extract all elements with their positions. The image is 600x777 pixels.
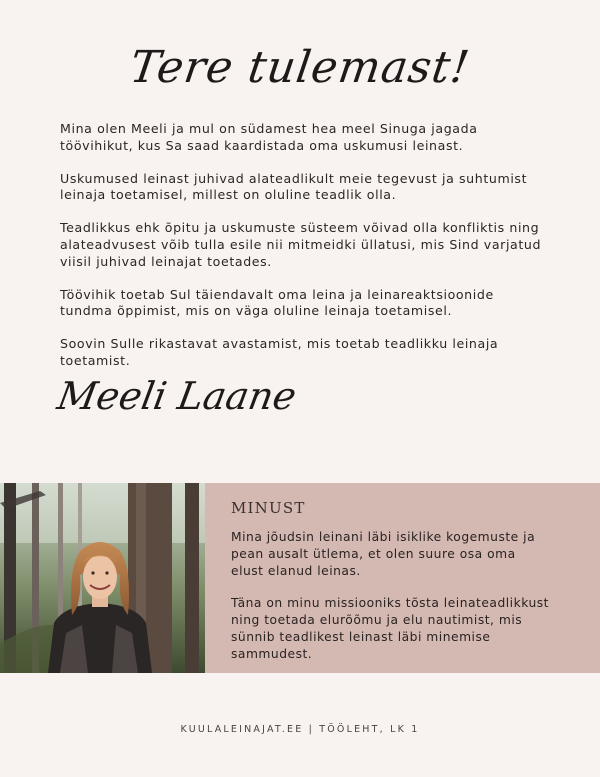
- about-section: [0, 483, 600, 673]
- about-paragraph: Mina jõudsin leinani läbi isiklike kogemuste ja pean ausalt ütlema, et olen suure osa oma elust elanud leinas.: [231, 530, 536, 578]
- intro-paragraph: Mina olen Meeli ja mul on südamest hea meel Sinuga jagada töövihikut, kus Sa saad kaardistada oma uskumusi leinast.: [60, 121, 478, 153]
- portrait-photo: [0, 483, 205, 673]
- about-text: [231, 529, 551, 679]
- about-paragraph: Täna on minu missiooniks tõsta leinateadlikkust ning toetada elurõõmu ja elu nautimist, mis sünnib teadlikest leinast läbi minemise sammudest.: [231, 596, 549, 661]
- about-panel: [205, 483, 600, 673]
- intro-paragraph: Teadlikkus ehk õpitu ja uskumuste süsteem võivad olla konfliktis ning alateadvusest võib tulla esile nii mitmeidki üllatusi, mis Sind varjatud viisil juhivad leinajat toetades.: [60, 220, 542, 269]
- signature: Meeli Laane: [54, 374, 300, 418]
- footer: KUULALEINAJAT.EE | TÖÖLEHT, LK 1: [180, 724, 420, 735]
- intro-paragraph: Uskumused leinast juhivad alateadlikult meie tegevust ja suhtumist leinaja toetamisel, millest on oluline teadlik olla.: [60, 170, 528, 203]
- intro-text: [60, 121, 550, 386]
- intro-paragraph: Töövihik toetab Sul täiendavalt oma leina ja leinareaktsioonide tundma õppimist, mis on väga oluline leinaja toetamisel.: [60, 286, 494, 319]
- intro-paragraph: Soovin Sulle rikastavat avastamist, mis toetab teadlikku leinaja toetamist.: [60, 336, 499, 368]
- page-title: Tere tulemast!: [126, 42, 474, 93]
- about-title: MINUST: [231, 499, 306, 517]
